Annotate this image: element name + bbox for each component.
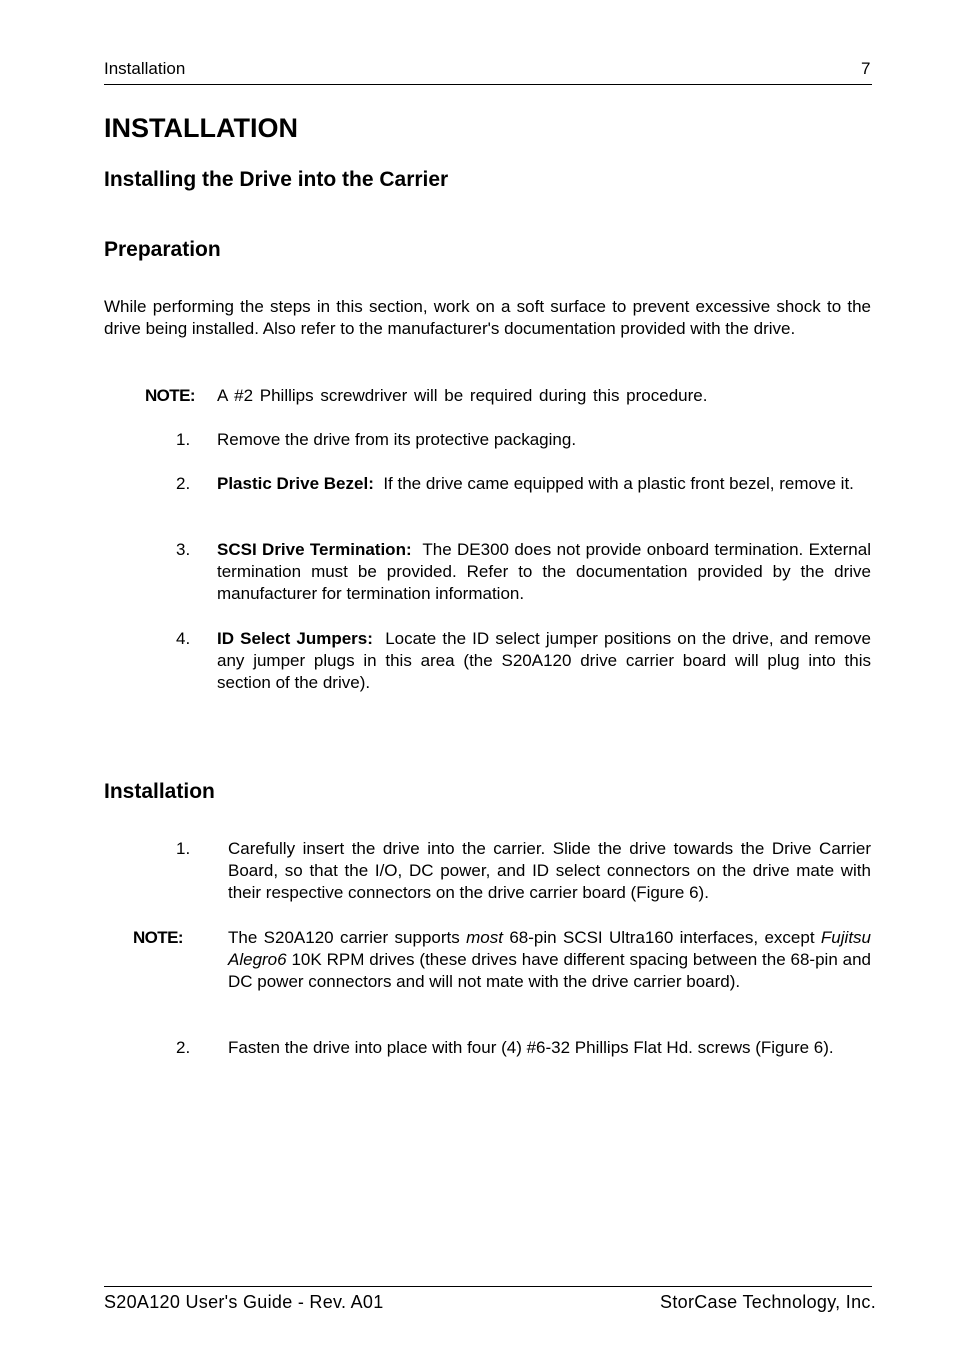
installation-note-text — [228, 927, 871, 993]
preparation-note-text: A #2 Phillips screwdriver will be required during this procedure. — [217, 386, 708, 405]
note-emphasis-model: Fujitsu Alegro6 — [228, 928, 871, 969]
footer-rule — [104, 1286, 872, 1287]
prep-step-2-body: If the drive came equipped with a plastic front bezel, remove it. — [383, 474, 854, 493]
prep-step-2-text — [217, 473, 871, 495]
preparation-intro: While performing the steps in this section, work on a soft surface to prevent excessive shock to the drive being installed. Also refer to the manufacturer's documentation provided with the drive. — [104, 297, 871, 338]
header-rule — [104, 84, 872, 85]
note-emphasis-most: most — [466, 928, 503, 947]
section-title: Installing the Drive into the Carrier — [104, 168, 449, 191]
prep-step-3-body: The DE300 does not provide onboard termination. External termination must be provided. Refer to the documentation provided by the drive manufacturer for termination information. — [217, 540, 871, 603]
chapter-title: INSTALLATION — [104, 113, 298, 143]
footer-right: StorCase Technology, Inc. — [660, 1292, 876, 1312]
install-step-2-number: 2. — [176, 1038, 191, 1057]
prep-step-1-text: Remove the drive from its protective packaging. — [217, 430, 577, 449]
running-header-section: Installation — [104, 59, 186, 78]
installation-heading: Installation — [104, 780, 215, 803]
install-step-2-text: Fasten the drive into place with four (4) #6-32 Phillips Flat Hd. screws (Figure 6). — [228, 1038, 834, 1057]
prep-step-4-text — [217, 628, 871, 694]
preparation-note-label: NOTE: — [145, 386, 195, 405]
note-text-part: 68-pin SCSI Ultra160 interfaces, except — [502, 928, 821, 947]
install-step-1-text: Carefully insert the drive into the carrier. Slide the drive towards the Drive Carrier Board, so that the I/O, DC power, and ID select connectors on the drive mate with their respective connectors on the drive carrier board (Figure 6). — [228, 839, 871, 902]
prep-step-4-body: Locate the ID select jumper positions on the drive, and remove any jumper plugs in this area (the S20A120 drive carrier board will plug into this section of the drive). — [217, 629, 871, 692]
note-text-part: The S20A120 carrier supports — [228, 928, 467, 947]
install-step-1-number: 1. — [176, 839, 191, 858]
prep-step-3-number: 3. — [176, 540, 191, 559]
prep-step-3-lead: SCSI Drive Termination: — [217, 540, 412, 559]
preparation-heading: Preparation — [104, 238, 221, 261]
footer-left: S20A120 User's Guide - Rev. A01 — [104, 1292, 384, 1312]
prep-step-4-number: 4. — [176, 629, 191, 648]
prep-step-3-text — [217, 539, 871, 605]
prep-step-2-number: 2. — [176, 474, 191, 493]
prep-step-2-lead: Plastic Drive Bezel: — [217, 474, 374, 493]
page-number: 7 — [861, 59, 871, 78]
prep-step-4-lead: ID Select Jumpers: — [217, 629, 373, 648]
prep-step-1-number: 1. — [176, 430, 191, 449]
installation-note-label: NOTE: — [133, 928, 183, 947]
note-text-part: 10K RPM drives (these drives have different spacing between the 68-pin and DC power connectors and will not mate with the drive carrier board). — [228, 950, 871, 991]
